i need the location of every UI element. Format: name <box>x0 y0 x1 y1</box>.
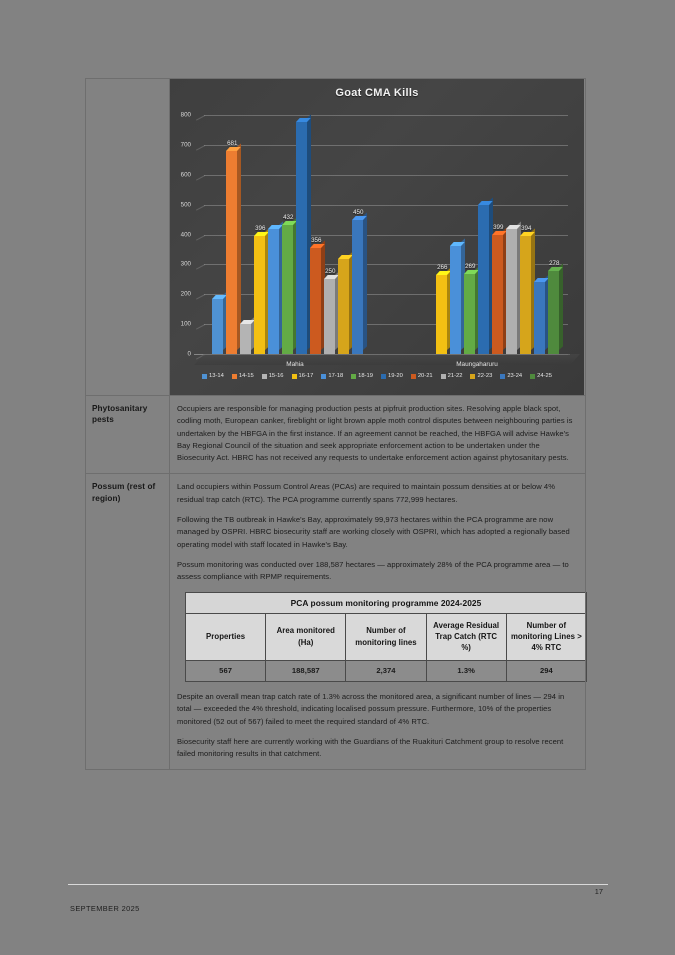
paragraph: Land occupiers within Possum Control Areas (PCAs) are required to maintain possum densities at or below 4% residual trap catch (RTC). The PCA programme currently spans 772,999 hectares. <box>177 482 555 504</box>
legend-label: 19-20 <box>388 373 403 379</box>
chart-title: Goat CMA Kills <box>335 87 419 99</box>
bar-slot <box>408 115 421 354</box>
bar-face <box>492 235 503 354</box>
pca-column-header: Number of monitoring lines <box>346 613 426 660</box>
bar <box>226 139 238 354</box>
legend-item <box>232 373 254 379</box>
bar-value-label: 269 <box>465 262 476 270</box>
paragraph: Following the TB outbreak in Hawke's Bay, approximately 99,973 hectares within the PCA programme are now managed by OSPRI. HBRC biosecurity staff are working closely with OSPRI, which has adopted a regionally based operating model with staff located in Hawke's Bay. <box>177 515 570 549</box>
content-table <box>85 78 586 770</box>
pca-header-row <box>186 613 587 660</box>
bar-face <box>254 236 265 354</box>
pca-body <box>186 660 587 681</box>
y-axis-tick-label: 0 <box>187 350 191 358</box>
bar-face <box>548 271 559 354</box>
legend-swatch <box>292 374 297 379</box>
legend-label: 16-17 <box>298 373 314 379</box>
possum-body-cell <box>170 474 586 770</box>
bar <box>212 299 223 354</box>
bar-face <box>226 151 237 354</box>
legend-label: 21-22 <box>447 373 463 379</box>
phytosanitary-label-cell <box>86 396 170 474</box>
paragraph: Occupiers are responsible for managing production pests at pipfruit production sites. Resolving apple black spot, codling moth, European canker, fireblight or light brown apple moth control disputes between neighbouring parties is undertaken by the HBFGA in the first instance. If an agreement cannot be reached, the HBFGA will advise Hawke's Bay Regional Council of the situation and seek appropriate enforcement action to be undertaken under the Biosecurity Act. HBRC has not received any requests to undertake enforcement action against phytosanitary pests. <box>177 404 573 463</box>
bar <box>296 122 307 354</box>
pca-caption-row <box>186 592 587 613</box>
bar-slot <box>282 115 295 354</box>
bar-slot <box>464 115 477 354</box>
y-axis-tick-label: 100 <box>180 320 191 328</box>
bar <box>450 246 461 354</box>
bar-value-label: 356 <box>311 236 322 244</box>
bar <box>464 262 476 354</box>
bar-face <box>338 259 349 354</box>
y-axis-tick-label: 300 <box>180 260 191 268</box>
legend-label: 15-16 <box>268 373 284 379</box>
pca-table-wrapper <box>185 592 582 682</box>
bar-slot <box>394 115 407 354</box>
pca-column-header: Area monitored (Ha) <box>266 613 346 660</box>
pca-column-header: Number of monitoring Lines > 4% RTC <box>506 613 586 660</box>
bar-face <box>212 299 223 354</box>
legend-label: 22-23 <box>477 373 493 379</box>
y-axis-tick-label: 700 <box>180 141 191 149</box>
bar <box>352 208 364 354</box>
bar <box>310 236 322 354</box>
bar-face <box>282 225 293 354</box>
legend-swatch <box>202 374 207 379</box>
legend-item <box>321 373 343 379</box>
x-axis-category-label: Mahia <box>286 361 304 368</box>
footer-divider <box>68 884 608 885</box>
bar-slot <box>478 115 491 354</box>
bar-slot <box>548 115 561 354</box>
legend-swatch <box>470 374 475 379</box>
legend-label: 18-19 <box>358 373 373 379</box>
bar-face <box>296 122 307 354</box>
bar-value-label: 278 <box>549 259 560 267</box>
legend-swatch <box>381 374 386 379</box>
pca-column-header: Properties <box>186 613 266 660</box>
legend-item <box>292 373 314 379</box>
legend-label: 13-14 <box>209 373 224 379</box>
pca-cell: 1.3% <box>426 660 506 681</box>
pca-column-header: Average Residual Trap Catch (RTC %) <box>426 613 506 660</box>
bar-slot <box>310 115 323 354</box>
bar-slot <box>492 115 505 354</box>
legend-label: 20-21 <box>417 373 433 379</box>
chart-legend <box>170 373 584 379</box>
legend-item <box>262 373 284 379</box>
bar <box>268 229 279 354</box>
legend-swatch <box>351 374 356 379</box>
bar-slot <box>506 115 519 354</box>
bar-slot <box>436 115 449 354</box>
legend-item <box>530 373 552 379</box>
bar-value-label: 396 <box>255 224 266 232</box>
bar-slot <box>534 115 547 354</box>
table-row <box>86 396 586 474</box>
bar-face <box>520 236 531 354</box>
bar-face <box>464 274 475 354</box>
possum-label-cell <box>86 474 170 770</box>
paragraph: Possum monitoring was conducted over 188,587 hectares — approximately 28% of the PCA programme area — to assess compliance with RPMP requirements. <box>177 559 569 582</box>
bar-slot <box>520 115 533 354</box>
legend-item <box>202 373 224 379</box>
legend-swatch <box>321 374 326 379</box>
legend-swatch <box>500 374 505 379</box>
pca-cell: 567 <box>186 660 266 681</box>
pca-cell: 294 <box>506 660 586 681</box>
bar <box>520 225 532 354</box>
legend-label: 24-25 <box>537 373 552 379</box>
bar-slot <box>324 115 337 354</box>
bar-slot <box>226 115 239 354</box>
x-axis-category-label: Maungaharuru <box>456 361 498 368</box>
y-axis-tick-label: 400 <box>180 231 191 238</box>
bar-value-label: 450 <box>353 208 364 216</box>
y-axis-tick-label: 800 <box>180 111 191 119</box>
bar-value-label: 681 <box>227 139 238 147</box>
legend-item <box>411 373 433 379</box>
y-axis-tick-label: 500 <box>180 201 191 209</box>
bar-value-label: 394 <box>521 225 532 233</box>
y-axis-tick-label: 600 <box>180 171 191 179</box>
bar-slot <box>296 115 309 354</box>
bar-value-label: 399 <box>493 223 504 231</box>
bar-slot <box>422 115 435 354</box>
bar <box>254 224 266 354</box>
bar-face <box>310 248 321 354</box>
pca-monitoring-table <box>185 592 587 682</box>
chart-row-label-cell <box>86 79 170 396</box>
y-axis-tick-label: 200 <box>180 290 191 298</box>
possum-body <box>170 474 585 769</box>
bar <box>338 259 349 354</box>
legend-swatch <box>530 374 535 379</box>
phytosanitary-body <box>170 396 585 473</box>
legend-swatch <box>441 374 446 379</box>
goat-cma-kills-chart <box>170 79 584 395</box>
bar-face <box>240 324 251 354</box>
legend-label: 14-15 <box>238 373 254 379</box>
bar-face <box>324 279 335 354</box>
bar <box>478 205 489 354</box>
legend-swatch <box>232 374 237 379</box>
bar-face <box>436 275 447 354</box>
bar-slot <box>268 115 281 354</box>
bar-value-label: 266 <box>437 263 448 271</box>
chart-category-labels <box>204 361 568 368</box>
bar-slot <box>338 115 351 354</box>
bar-group <box>204 115 386 354</box>
legend-item <box>470 373 492 379</box>
bar <box>548 259 560 354</box>
bar-side <box>559 263 563 350</box>
bar-face <box>450 246 461 354</box>
pca-table-caption: PCA possum monitoring programme 2024-2025 <box>186 592 587 613</box>
legend-swatch <box>411 374 416 379</box>
phytosanitary-label: Phytosanitary pests <box>92 404 148 425</box>
paragraph: Biosecurity staff here are currently working with the Guardians of the Ruakituri Catchment group to resolve recent failed monitoring results in that catchment. <box>177 736 564 759</box>
chart-bars <box>204 115 568 354</box>
bar <box>534 282 545 354</box>
legend-item <box>381 373 403 379</box>
phytosanitary-body-cell <box>170 396 586 474</box>
bar <box>282 213 294 354</box>
bar-slot <box>352 115 365 354</box>
bar-face <box>352 220 363 354</box>
bar-slot <box>254 115 267 354</box>
bar-slot <box>240 115 253 354</box>
legend-swatch <box>262 374 267 379</box>
page-number: 17 <box>594 887 603 896</box>
chart-plot-area <box>180 111 568 358</box>
pca-cell: 2,374 <box>346 660 426 681</box>
legend-item <box>351 373 373 379</box>
table-row <box>86 79 586 396</box>
pca-data-row <box>186 660 587 681</box>
chart-cell <box>170 79 586 396</box>
legend-label: 17-18 <box>328 373 344 379</box>
bar-slot <box>450 115 463 354</box>
bar <box>492 223 504 354</box>
bar-group <box>386 115 568 354</box>
bar <box>506 229 517 354</box>
bar-face <box>268 229 279 354</box>
bar <box>436 263 448 354</box>
paragraph: Despite an overall mean trap catch rate of 1.3% across the monitored area, a significant number of lines — 294 in total — exceeded the 4% threshold, indicating localised possum pressure. Furthermore, 10% of the properties monitored (52 out of 567) failed to meet the required standard of 4% RTC. <box>177 691 565 726</box>
bar-value-label: 250 <box>325 268 336 276</box>
possum-label: Possum (rest of region) <box>92 482 156 503</box>
bar-slot <box>212 115 225 354</box>
bar-face <box>478 205 489 354</box>
bar-face <box>506 229 517 354</box>
bar-slot <box>366 115 379 354</box>
pca-cell: 188,587 <box>266 660 346 681</box>
legend-item <box>500 373 522 379</box>
bar-face <box>534 282 545 354</box>
bar <box>324 268 336 354</box>
bar <box>240 324 251 354</box>
legend-label: 23-24 <box>507 373 523 379</box>
empty-label <box>86 79 169 93</box>
bar-value-label: 432 <box>283 213 294 221</box>
table-row <box>86 474 586 770</box>
legend-item <box>441 373 463 379</box>
footer-text: SEPTEMBER 2025 <box>70 904 140 913</box>
